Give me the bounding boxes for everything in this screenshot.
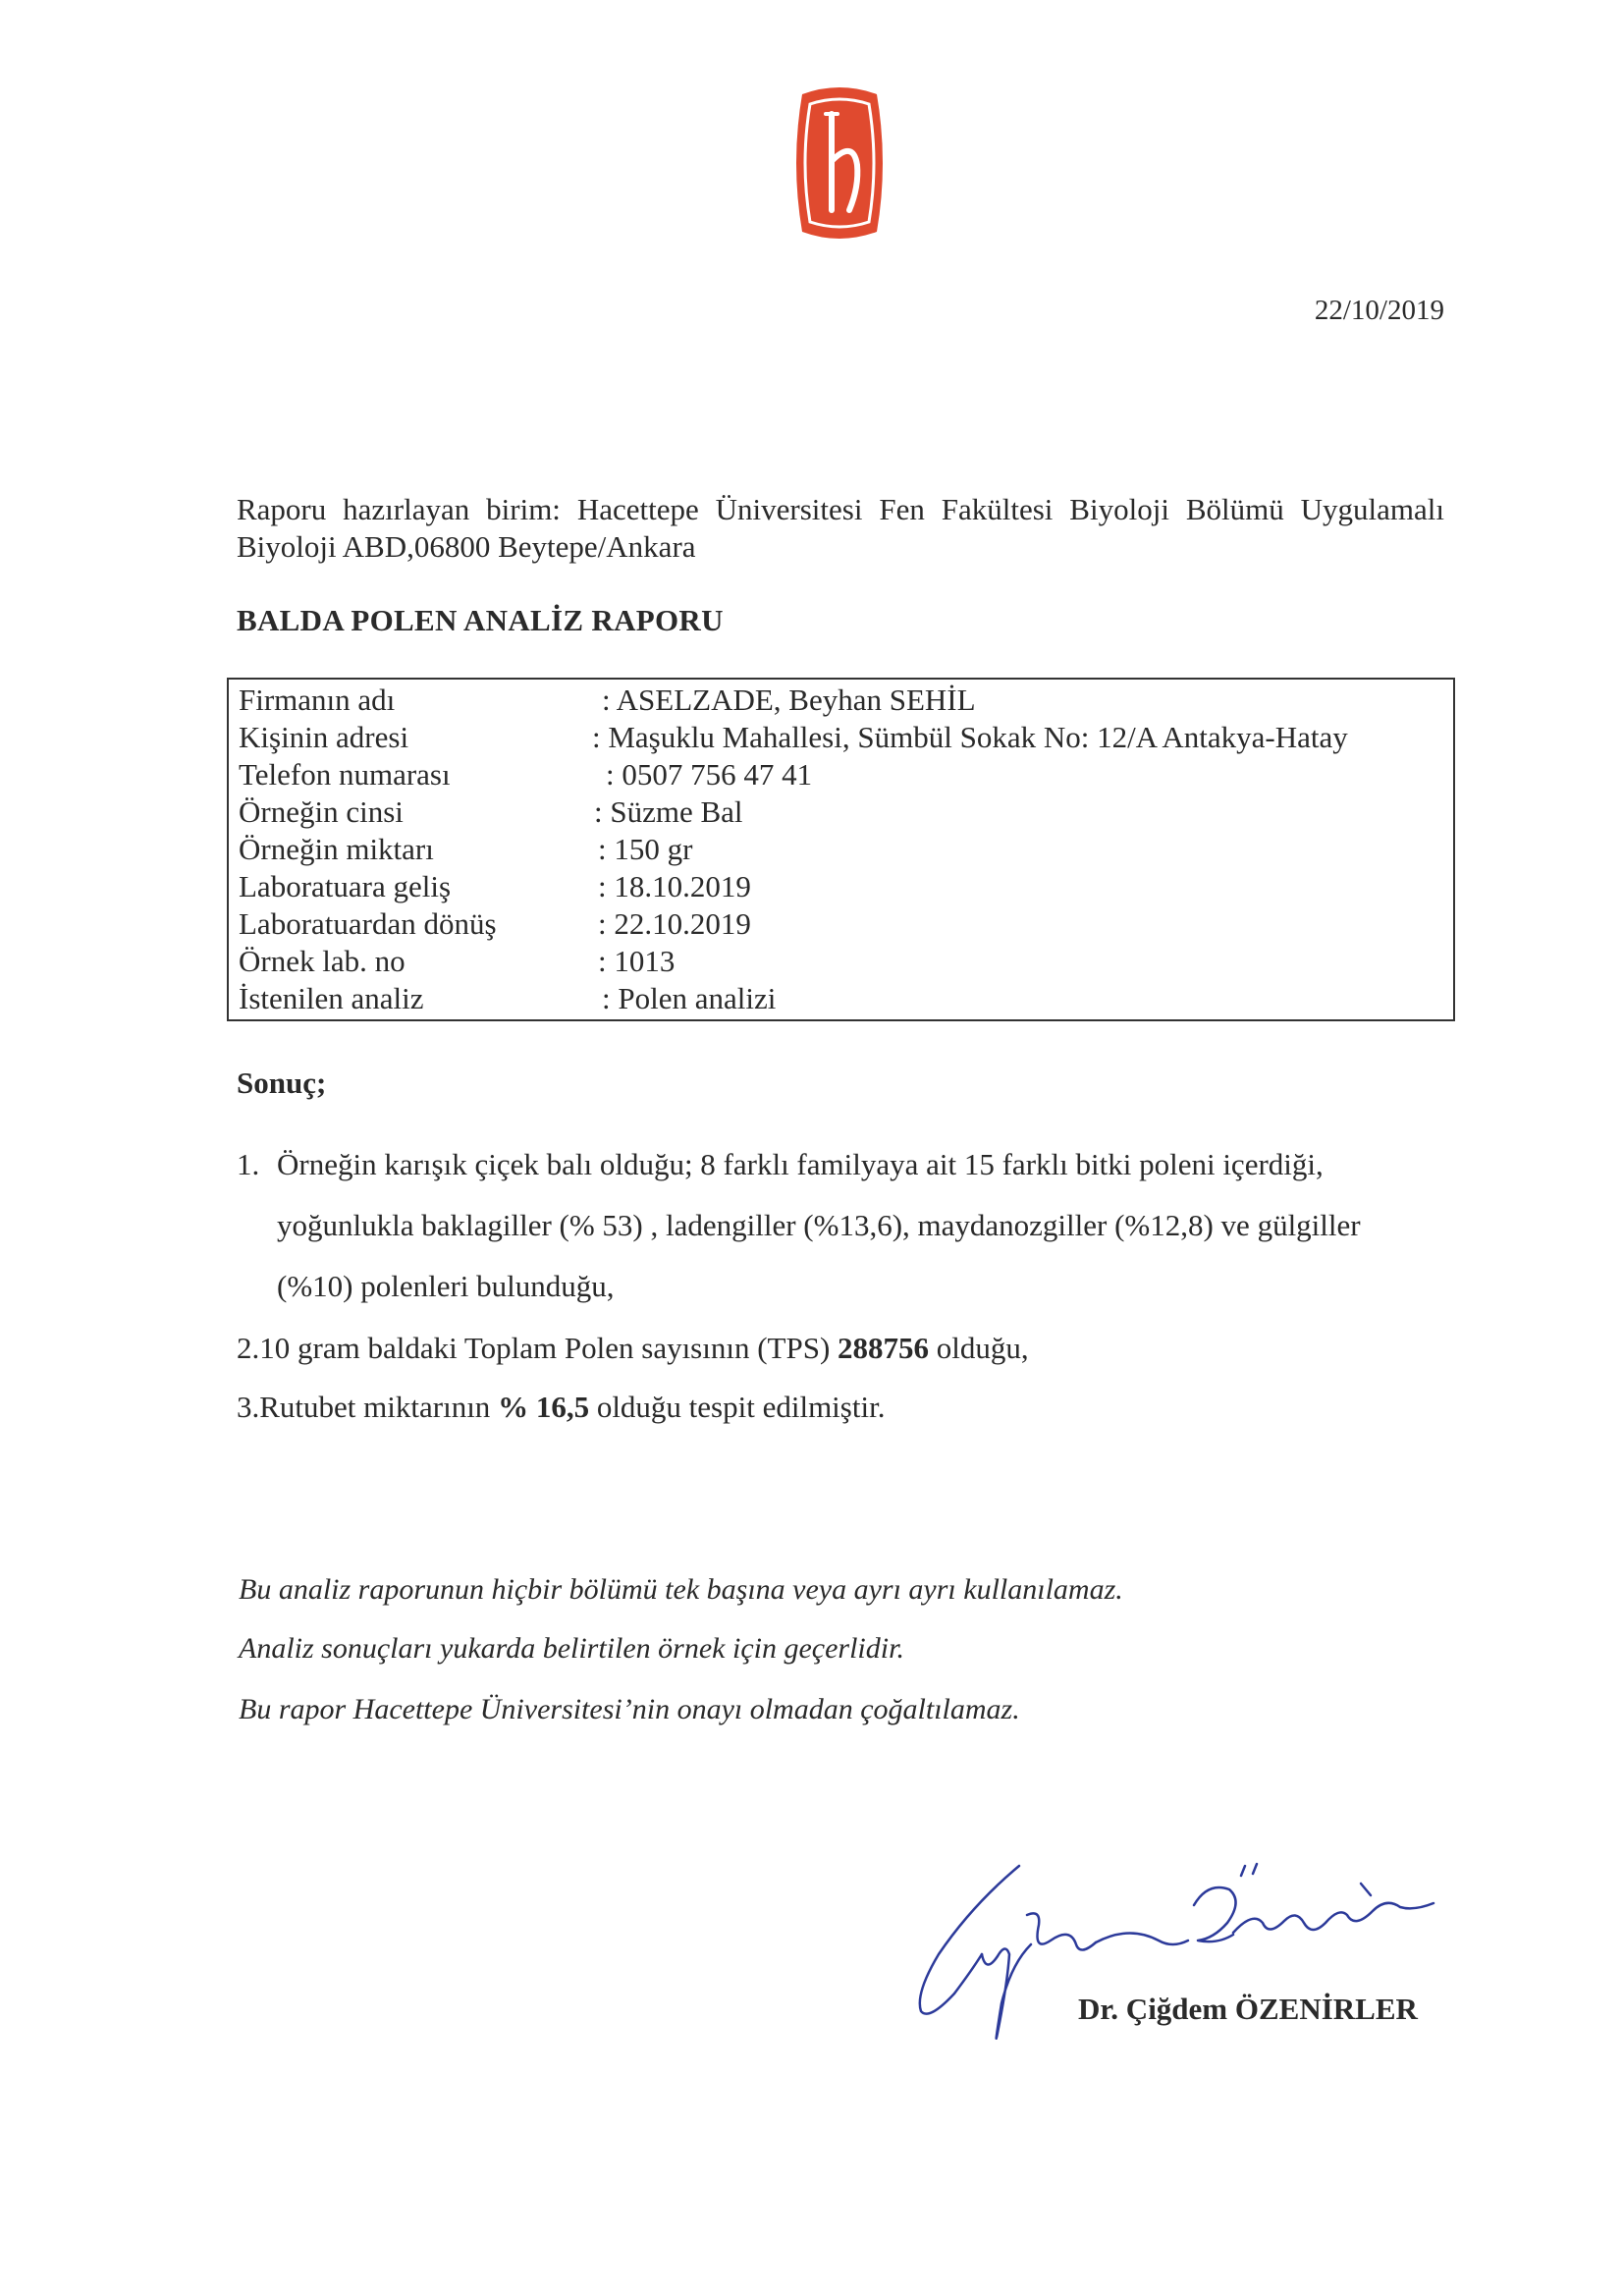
result-text-line: yoğunlukla baklagiller (% 53) , ladengiller (%13,6), maydanozgiller (%12,8) ve gülgiller: [277, 1208, 1361, 1242]
info-label: Örneğin cinsi: [239, 794, 404, 829]
result-text: olduğu,: [929, 1331, 1029, 1365]
result-number: 1.: [237, 1147, 260, 1181]
result-text: 3.Rutubet miktarının: [237, 1390, 499, 1424]
result-text: 2.10 gram baldaki Toplam Polen sayısının (TPS): [237, 1331, 839, 1365]
disclaimer-note: Analiz sonuçları yukarda belirtilen örnek için geçerlidir.: [239, 1632, 904, 1665]
info-label: Örneğin miktarı: [239, 832, 434, 866]
signer-name: Dr. Çiğdem ÖZENİRLER: [1078, 1992, 1418, 2026]
result-item-2: [237, 1331, 1029, 1366]
results-heading: Sonuç;: [237, 1066, 327, 1100]
report-date: 22/10/2019: [1314, 295, 1444, 326]
info-value: : ASELZADE, Beyhan SEHİL: [602, 683, 976, 717]
result-text: olduğu tespit edilmiştir.: [589, 1390, 886, 1424]
info-label: Telefon numarası: [239, 757, 451, 792]
info-label: Kişinin adresi: [239, 720, 409, 754]
info-label: Laboratuardan dönüş: [239, 906, 497, 941]
sample-info-table: [227, 678, 1455, 1021]
info-label: Örnek lab. no: [239, 944, 406, 978]
moisture-value: % 16,5: [498, 1390, 590, 1424]
info-value: : 22.10.2019: [598, 906, 751, 941]
info-value: : 18.10.2019: [598, 869, 751, 903]
info-value: : Süzme Bal: [594, 794, 743, 829]
info-label: Firmanın adı: [239, 683, 396, 717]
result-item-3: [237, 1390, 885, 1425]
result-text-line: Örneğin karışık çiçek balı olduğu; 8 farklı familyaya ait 15 farklı bitki poleni içerdiği,: [277, 1147, 1324, 1181]
info-label: Laboratuara geliş: [239, 869, 452, 903]
info-value: : 1013: [598, 944, 676, 978]
preparing-unit: Raporu hazırlayan birim: Hacettepe Üniversitesi Fen Fakültesi Biyoloji Bölümü Uygulamalı Biyoloji ABD,06800 Beytepe/Ankara: [237, 492, 1444, 564]
disclaimer-note: Bu rapor Hacettepe Üniversitesi’nin onayı olmadan çoğaltılamaz.: [239, 1693, 1020, 1725]
result-text-line: (%10) polenleri bulunduğu,: [277, 1269, 615, 1303]
tps-value: 288756: [838, 1331, 930, 1365]
info-value: : 150 gr: [598, 832, 693, 866]
info-value: : 0507 756 47 41: [606, 757, 813, 792]
report-title: BALDA POLEN ANALİZ RAPORU: [237, 603, 724, 637]
disclaimer-note: Bu analiz raporunun hiçbir bölümü tek başına veya ayrı ayrı kullanılamaz.: [239, 1573, 1123, 1606]
signature-icon: [903, 1846, 1532, 2072]
info-value: : Polen analizi: [602, 981, 777, 1015]
result-item-1: [237, 1134, 1454, 1317]
info-label: İstenilen analiz: [239, 981, 424, 1015]
university-logo-icon: [788, 84, 891, 242]
info-value: : Maşuklu Mahallesi, Sümbül Sokak No: 12/A Antakya-Hatay: [592, 720, 1348, 754]
